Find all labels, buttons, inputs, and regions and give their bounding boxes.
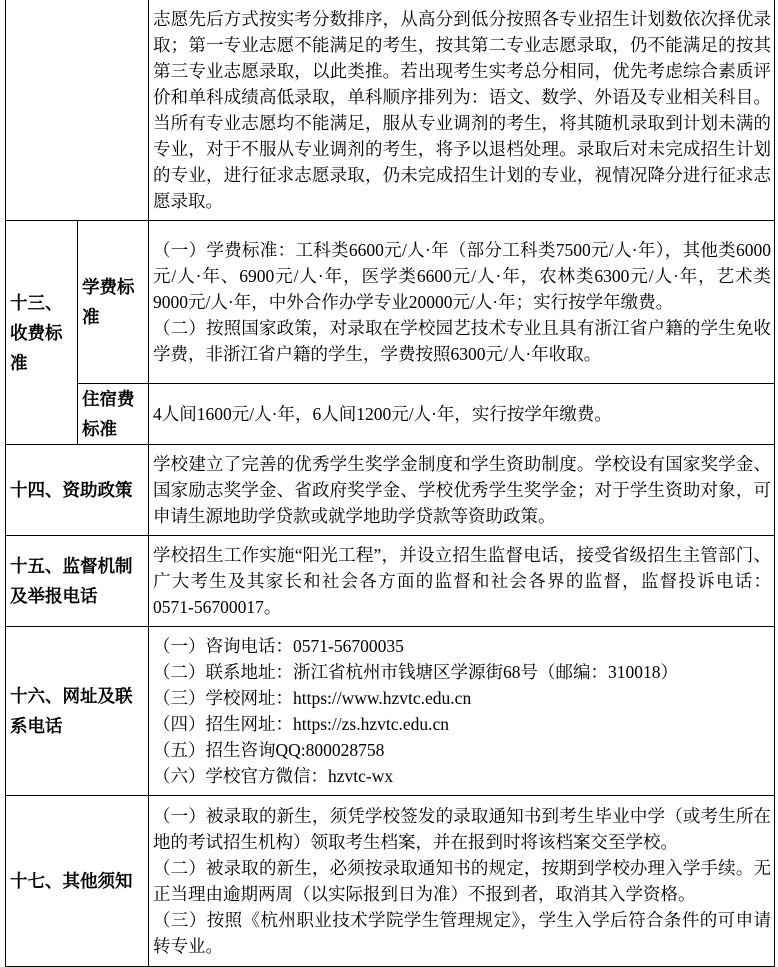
aid-label: 十四、资助政策 [6, 445, 149, 536]
note-item: （三）按照《杭州职业技术学院学生管理规定》，学生入学后符合条件的可申请转专业。 [153, 910, 771, 956]
table-row [6, 384, 775, 445]
aid-content: 学校建立了完善的优秀学生奖学金制度和学生资助制度。学校设有国家奖学金、国家励志奖学金、省政府奖学金、学校优秀学生奖学金；对于学生资助对象，可申请生源地助学贷款或就学地助学贷款等资助政策。 [149, 445, 775, 536]
paragraph: 志愿先后方式按实考分数排序，从高分到低分按照各专业招生计划数依次择优录取；第一专业志愿不能满足的考生，按其第二专业志愿录取，仍不能满足的按其第三专业志愿录取，以此类推。若出现考生实考总分相同，优先考虑综合素质评价和单科成绩高低录取，单科顺序排列为：语文、数学、外语及专业相关科目。当所有专业志愿均不能满足，服从专业调剂的考生，将其随机录取到计划未满的专业，对于不服从专业调剂的考生，将予以退档处理。录取后对未完成招生计划的专业，进行征求志愿录取，仍未完成招生计划的专业，视情况降分进行征求志愿录取。 [153, 8, 771, 211]
table-row [6, 536, 775, 627]
admission-rules-continued [149, 0, 775, 221]
table-row [6, 221, 775, 384]
note-item: （一）被录取的新生，须凭学校签发的录取通知书到考生毕业中学（或考生所在地的考试招生机构）领取考生档案，并在报到时将该档案交至学校。 [153, 806, 771, 852]
note-item: （二）被录取的新生，必须按录取通知书的规定，按期到学校办理入学手续。无正当理由逾期两周（以实际报到日为准）不报到者，取消其入学资格。 [153, 858, 771, 904]
other-notes-label: 十七、其他须知 [6, 796, 149, 967]
admission-info-table [5, 0, 775, 967]
tuition-exemption: （二）按照国家政策，对录取在学校园艺技术专业且具有浙江省户籍的学生免收学费，非浙江省户籍的学生，学费按照6300元/人·年收取。 [153, 318, 771, 364]
school-website-link[interactable]: （三）学校网址：https://www.hzvtc.edu.cn [153, 688, 472, 708]
table-row [6, 445, 775, 536]
supervision-content: 学校招生工作实施“阳光工程”，并设立招生监督电话，接受省级招生主管部门、广大考生及其家长和社会各方面的监督和社会各界的监督，监督投诉电话：0571-56700017。 [149, 536, 775, 627]
table-row [6, 0, 775, 221]
contact-label: 十六、网址及联系电话 [6, 627, 149, 796]
admission-website-link[interactable]: （四）招生网址：https://zs.hzvtc.edu.cn [153, 714, 450, 734]
dorm-fee-label: 住宿费标准 [78, 384, 149, 445]
contact-phone: （一）咨询电话：0571-56700035 [153, 636, 404, 656]
contact-qq: （五）招生咨询QQ:800028758 [153, 740, 385, 760]
fees-label: 十三、收费标准 [6, 221, 78, 445]
tuition-label: 学费标准 [78, 221, 149, 384]
contact-content [149, 627, 775, 796]
tuition-content [149, 221, 775, 384]
contact-address: （二）联系地址：浙江省杭州市钱塘区学源街68号（邮编：310018） [153, 662, 678, 682]
table-row [6, 627, 775, 796]
tuition-standard: （一）学费标准：工科类6600元/人·年（部分工科类7500元/人·年），其他类6000元/人·年、6900元/人·年，医学类6600元/人·年，农林类6300元/人·年，艺术类9000元/人·年，中外合作办学专业20000元/人·年；实行按学年缴费。 [153, 240, 771, 312]
dorm-fee-content: 4人间1600元/人·年，6人间1200元/人·年，实行按学年缴费。 [149, 384, 775, 445]
contact-wechat: （六）学校官方微信：hzvtc-wx [153, 766, 394, 786]
empty-label-cell [6, 0, 149, 221]
supervision-label: 十五、监督机制及举报电话 [6, 536, 149, 627]
